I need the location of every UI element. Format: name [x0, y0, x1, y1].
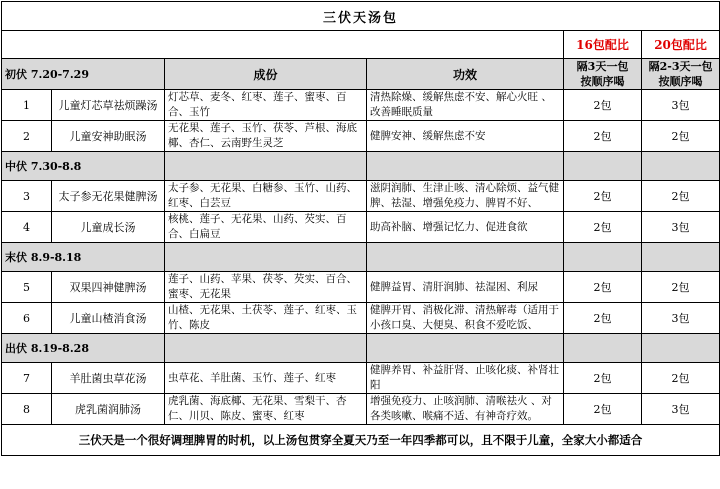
soup-ingredients: [165, 363, 367, 394]
soup-effect: [367, 303, 564, 334]
soup-pack-table: [1, 1, 720, 456]
soup-ingredients-text: 山楂、无花果、土茯苓、莲子、红枣、玉竹、陈皮: [168, 304, 357, 331]
qty-16: 2包: [564, 363, 642, 394]
qty-20: 3包: [642, 303, 720, 334]
phase-blank-cell: [165, 243, 367, 272]
row-number: 7: [2, 363, 52, 394]
phase-label: 初伏 7.20-7.29: [2, 59, 165, 90]
soup-ingredients-text: 虫草花、羊肚菌、玉竹、莲子、红枣: [168, 371, 336, 384]
soup-name: 太子参无花果健脾汤: [52, 181, 165, 212]
qty-20: 3包: [642, 394, 720, 425]
soup-ingredients: [165, 303, 367, 334]
soup-effect: [367, 212, 564, 243]
soup-effect: [367, 272, 564, 303]
qty-16: 2包: [564, 212, 642, 243]
soup-name: 儿童山楂消食汤: [52, 303, 165, 334]
phase-row: [2, 334, 720, 363]
schedule-20-header: [642, 59, 720, 90]
phase-blank-cell: [367, 243, 564, 272]
soup-ingredients-text: 灯芯草、麦冬、红枣、莲子、蜜枣、百合、玉竹: [168, 91, 347, 118]
schedule-16-header: [564, 59, 642, 90]
soup-name: 儿童灯芯草祛烦躁汤: [52, 90, 165, 121]
soup-effect-text: 清热除燥、缓解焦虑不安、解心火旺 、改善睡眠质量: [370, 91, 552, 118]
phase-blank-cell: [642, 152, 720, 181]
phase-blank-cell: [165, 334, 367, 363]
soup-effect-text: 健脾安神、缓解焦虑不安: [370, 129, 486, 142]
qty-20: 2包: [642, 272, 720, 303]
phase-label: 末伏 8.9-8.18: [2, 243, 165, 272]
table-row: [2, 212, 720, 243]
soup-effect-text: 滋阴润肺、生津止咳、清心除烦、益气健脾、祛湿、增强免疫力、脾胃不好、: [370, 182, 559, 209]
soup-effect: [367, 363, 564, 394]
page-title: 三伏天汤包: [2, 2, 720, 31]
soup-ingredients: [165, 121, 367, 152]
schedule-20-line1: 隔2-3天一包: [648, 60, 713, 73]
soup-ingredients-text: 莲子、山药、苹果、茯苓、芡实、百合、蜜枣、无花果: [168, 273, 357, 300]
footer-row: [2, 425, 720, 456]
row-number: 5: [2, 272, 52, 303]
soup-ingredients-text: 无花果、莲子、玉竹、茯苓、芦根、海底椰、杏仁、云南野生灵芝: [168, 122, 357, 149]
phase-blank-cell: [642, 334, 720, 363]
qty-20: 2包: [642, 363, 720, 394]
footer-note: 三伏天是一个很好调理脾胃的时机，以上汤包贯穿全夏天乃至一年四季都可以，且不限于儿童，全家大小都适合: [2, 425, 720, 456]
soup-effect: [367, 181, 564, 212]
table-row: [2, 272, 720, 303]
phase-row: [2, 152, 720, 181]
qty-16: 2包: [564, 394, 642, 425]
ratio-16-header: 16包配比: [564, 31, 642, 59]
soup-ingredients-text: 核桃、莲子、无花果、山药、芡实、百合、白扁豆: [168, 213, 347, 240]
schedule-16-line1: 隔3天一包: [576, 60, 629, 73]
soup-effect-text: 健脾益胃、清肝润肺、祛湿困、利尿: [370, 280, 538, 293]
header-blank-cell: [2, 31, 564, 59]
phase-label: 出伏 8.19-8.28: [2, 334, 165, 363]
phase-blank-cell: [367, 334, 564, 363]
ingredients-header: 成份: [165, 59, 367, 90]
soup-name: 羊肚菌虫草花汤: [52, 363, 165, 394]
soup-ingredients-text: 虎乳菌、海底椰、无花果、雪梨干、杏仁、川贝、陈皮、蜜枣、红枣: [168, 395, 347, 422]
soup-name: 双果四神健脾汤: [52, 272, 165, 303]
soup-ingredients-text: 太子参、无花果、白糖参、玉竹、山药、红枣、白芸豆: [168, 182, 357, 209]
phase-blank-cell: [564, 334, 642, 363]
row-number: 3: [2, 181, 52, 212]
effect-header: 功效: [367, 59, 564, 90]
qty-20: 2包: [642, 121, 720, 152]
ratio-20-header: 20包配比: [642, 31, 720, 59]
qty-16: 2包: [564, 121, 642, 152]
soup-effect-text: 助高补脑、增强记忆力、促进食欲: [370, 220, 528, 233]
table-row: [2, 121, 720, 152]
soup-effect: [367, 121, 564, 152]
row-number: 1: [2, 90, 52, 121]
schedule-20-line2: 按顺序喝: [658, 75, 703, 88]
qty-16: 2包: [564, 272, 642, 303]
table-row: [2, 394, 720, 425]
qty-16: 2包: [564, 181, 642, 212]
phase-label: 中伏 7.30-8.8: [2, 152, 165, 181]
qty-16: 2包: [564, 90, 642, 121]
row-number: 6: [2, 303, 52, 334]
qty-20: 3包: [642, 212, 720, 243]
soup-ingredients: [165, 394, 367, 425]
soup-ingredients: [165, 181, 367, 212]
schedule-16-line2: 按顺序喝: [580, 75, 625, 88]
phase-blank-cell: [642, 243, 720, 272]
soup-ingredients: [165, 212, 367, 243]
soup-effect-text: 健脾养胃、补益肝肾、止咳化痰、补肾壮阳: [370, 364, 559, 391]
soup-name: 儿童安神助眠汤: [52, 121, 165, 152]
soup-name: 儿童成长汤: [52, 212, 165, 243]
phase-blank-cell: [165, 152, 367, 181]
row-number: 8: [2, 394, 52, 425]
soup-effect-text: 健脾开胃、消极化滞、清热解毒（适用于小孩口臭、大便臭、积食不爱吃饭、: [370, 304, 559, 331]
phase-row: [2, 59, 720, 90]
phase-blank-cell: [367, 152, 564, 181]
table-row: [2, 303, 720, 334]
qty-20: 3包: [642, 90, 720, 121]
phase-blank-cell: [564, 152, 642, 181]
phase-blank-cell: [564, 243, 642, 272]
soup-name: 虎乳菌润肺汤: [52, 394, 165, 425]
row-number: 2: [2, 121, 52, 152]
soup-ingredients: [165, 272, 367, 303]
soup-effect: [367, 90, 564, 121]
row-number: 4: [2, 212, 52, 243]
qty-16: 2包: [564, 303, 642, 334]
soup-effect-text: 增强免疫力、止咳润肺、清喉祛火 、对各类咳嗽、喉痛不适、有神奇疗效。: [370, 395, 552, 422]
soup-effect: [367, 394, 564, 425]
table-row: [2, 363, 720, 394]
table-row: [2, 90, 720, 121]
qty-20: 2包: [642, 181, 720, 212]
table-row: [2, 181, 720, 212]
phase-row: [2, 243, 720, 272]
soup-ingredients: [165, 90, 367, 121]
